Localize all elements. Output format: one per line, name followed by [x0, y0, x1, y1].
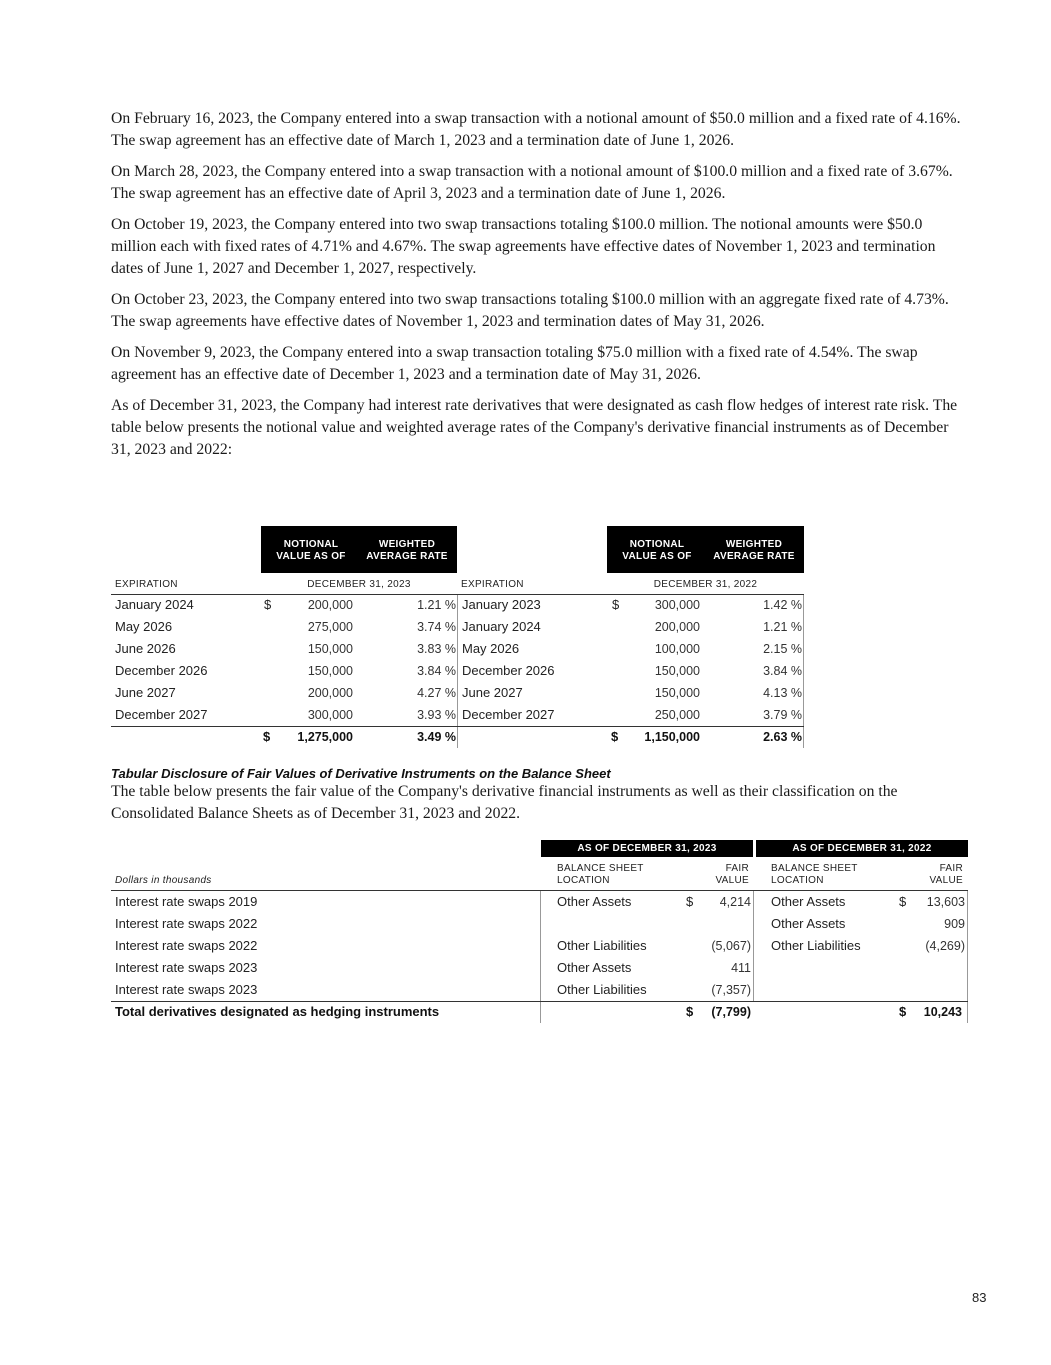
paragraph: On October 19, 2023, the Company entered into two swap transactions totaling $100.0 million. The notional amounts were $50.0 million each with fixed rates of 4.71% and 4.67%. The swap agreements have effective dates of November 1, 2023 and termination dates of June 1, 2027 and December 1, 2027, respectively.: [111, 216, 936, 277]
body-text: [111, 108, 971, 470]
fair-value-2023: [671, 913, 751, 935]
expiration-cell: January 2024: [115, 597, 194, 612]
fair-value-2023: 4,214: [719, 895, 751, 909]
col-fair-value-header: VALUE: [715, 875, 749, 886]
table-row: [111, 913, 968, 935]
expiration-label: EXPIRATION: [461, 579, 524, 590]
paragraph: On February 16, 2023, the Company entered into a swap transaction with a notional amount of $50.0 million and a fixed rate of 4.16%. The swap agreement has an effective date of March 1, 2023 and a termination date of June 1, 2026.: [111, 110, 961, 149]
location-2022: Other Assets: [771, 894, 846, 909]
rate-cell: 3.74 %: [417, 620, 456, 634]
paragraph: On November 9, 2023, the Company entered into a swap transaction totaling $75.0 million with a fixed rate of 4.54%. The swap agreement has an effective date of December 1, 2023 and a termination date of May 31, 2026.: [111, 344, 918, 383]
fair-value-2022: 909: [944, 917, 965, 931]
col-notional-header: VALUE AS OF: [622, 551, 692, 562]
rate-cell: 1.42 %: [763, 598, 802, 612]
rate-cell: 3.79 %: [763, 708, 802, 722]
table-row: [111, 594, 804, 616]
expiration-cell: December 2027: [115, 707, 208, 722]
table-row: [111, 660, 804, 682]
col-rate-header: WEIGHTED: [725, 539, 783, 550]
total-row: [111, 726, 804, 748]
total-rate-2022: 2.63 %: [763, 730, 802, 744]
header-block-2023: [261, 526, 457, 573]
col-rate-header: AVERAGE RATE: [366, 551, 448, 562]
expiration-cell: June 2027: [462, 685, 523, 700]
expiration-cell: December 2026: [462, 663, 555, 678]
location-2022: Other Assets: [771, 916, 846, 931]
rate-cell: 4.27 %: [417, 686, 456, 700]
table-row: [111, 704, 804, 726]
currency-symbol: $: [686, 894, 694, 909]
total-2023: (7,799): [711, 1005, 751, 1019]
expiration-cell: January 2023: [462, 597, 541, 612]
page-number: 83: [972, 1290, 987, 1305]
expiration-cell: December 2027: [462, 707, 555, 722]
fair-value-2022: [891, 957, 965, 979]
notional-value-cell: 100,000: [654, 642, 700, 656]
total-2022: 10,243: [923, 1005, 962, 1019]
fair-value-2022: (4,269): [925, 939, 965, 953]
col-fair-value-header: VALUE: [929, 875, 963, 886]
location-2023: Other Liabilities: [557, 982, 647, 997]
fair-value-table: [111, 840, 968, 1026]
date-label-2023: DECEMBER 31, 2023: [307, 579, 411, 590]
col-notional-header: NOTIONAL: [629, 539, 685, 550]
expiration-cell: December 2026: [115, 663, 208, 678]
total-value-2023: 1,275,000: [297, 730, 353, 744]
date-label-2022: DECEMBER 31, 2022: [653, 579, 758, 590]
col-location-header: LOCATION: [771, 875, 824, 886]
instrument-name: Interest rate swaps 2019: [115, 894, 258, 909]
table-row: [111, 935, 968, 957]
location-2023: Other Assets: [557, 894, 632, 909]
notional-value-cell: 150,000: [654, 664, 700, 678]
section-title: Tabular Disclosure of Fair Values of Derivative Instruments on the Balance Sheet: [111, 766, 611, 781]
expiration-cell: January 2024: [462, 619, 541, 634]
expiration-cell: June 2027: [115, 685, 176, 700]
currency-symbol: $: [686, 1004, 694, 1019]
header-block-2022: [607, 526, 804, 573]
col-fair-value-header: FAIR: [725, 863, 749, 874]
header-2023: AS OF DECEMBER 31, 2023: [541, 840, 753, 857]
table-row: [111, 957, 968, 979]
col-notional-header: NOTIONAL: [283, 539, 339, 550]
paragraph: On October 23, 2023, the Company entered into two swap transactions totaling $100.0 million with an aggregate fixed rate of 4.73%. The swap agreements have effective dates of November 1, 2023 and termination dates of May 31, 2026.: [111, 291, 949, 330]
expiration-cell: May 2026: [462, 641, 520, 656]
total-label: Total derivatives designated as hedging instruments: [115, 1004, 440, 1019]
notional-value-cell: 150,000: [307, 642, 353, 656]
instrument-name: Interest rate swaps 2022: [115, 916, 258, 931]
table-row: [111, 979, 968, 1001]
table-row: [111, 638, 804, 660]
expiration-cell: May 2026: [115, 619, 173, 634]
currency-symbol: $: [263, 729, 271, 744]
rate-cell: 3.84 %: [417, 664, 456, 678]
location-2022: Other Liabilities: [771, 938, 861, 953]
header-2022: AS OF DECEMBER 31, 2022: [756, 840, 968, 857]
currency-symbol: $: [899, 894, 907, 909]
instrument-name: Interest rate swaps 2023: [115, 960, 258, 975]
instrument-name: Interest rate swaps 2022: [115, 938, 258, 953]
col-rate-header: WEIGHTED: [378, 539, 436, 550]
location-2023: Other Liabilities: [557, 938, 647, 953]
fair-value-2022: [891, 979, 965, 1001]
col-location-header: LOCATION: [557, 875, 610, 886]
notional-value-cell: 200,000: [307, 598, 353, 612]
paragraph: As of December 31, 2023, the Company had interest rate derivatives that were designated as cash flow hedges of interest rate risk. The table below presents the notional value and weighted average rates of the Company's derivative financial instruments as of December 31, 2023 and 2022:: [111, 397, 958, 458]
rate-cell: 3.93 %: [417, 708, 456, 722]
notional-value-cell: 150,000: [307, 664, 353, 678]
rate-cell: 4.13 %: [763, 686, 802, 700]
total-row: [111, 1001, 968, 1023]
currency-symbol: $: [899, 1004, 907, 1019]
notional-value-cell: 250,000: [654, 708, 700, 722]
rate-cell: 2.15 %: [763, 642, 802, 656]
location-2023: Other Assets: [557, 960, 632, 975]
col-notional-header: VALUE AS OF: [276, 551, 346, 562]
currency-symbol: $: [264, 597, 272, 612]
col-rate-header: AVERAGE RATE: [713, 551, 795, 562]
units-label: Dollars in thousands: [115, 875, 212, 886]
table-row: [111, 891, 968, 913]
table-row: [111, 682, 804, 704]
instrument-name: Interest rate swaps 2023: [115, 982, 258, 997]
col-location-header: BALANCE SHEET: [557, 863, 644, 874]
fair-value-2023: 411: [731, 961, 751, 975]
fair-value-2023: (5,067): [711, 939, 751, 953]
section-description: The table below presents the fair value of the Company's derivative financial instruments as well as their classification on the Consolidated Balance Sheets as of December 31, 2023 and 2022.: [111, 783, 898, 822]
col-fair-value-header: FAIR: [939, 863, 963, 874]
fair-value-2023: (7,357): [711, 983, 751, 997]
col-location-header: BALANCE SHEET: [771, 863, 858, 874]
table-row: [111, 616, 804, 638]
paragraph: On March 28, 2023, the Company entered into a swap transaction with a notional amount of $100.0 million and a fixed rate of 3.67%. The swap agreement has an effective date of April 3, 2023 and a termination date of June 1, 2026.: [111, 163, 953, 202]
notional-value-cell: 150,000: [654, 686, 700, 700]
expiration-label: EXPIRATION: [115, 579, 178, 590]
rate-cell: 1.21 %: [763, 620, 802, 634]
rate-cell: 3.83 %: [417, 642, 456, 656]
expiration-cell: June 2026: [115, 641, 176, 656]
rate-cell: 1.21 %: [417, 598, 456, 612]
notional-value-cell: 300,000: [307, 708, 353, 722]
fair-value-2022: 13,603: [926, 895, 965, 909]
notional-value-cell: 275,000: [307, 620, 353, 634]
total-rate-2023: 3.49 %: [417, 730, 456, 744]
rate-cell: 3.84 %: [763, 664, 802, 678]
notional-value-table: [111, 526, 804, 750]
notional-value-cell: 200,000: [654, 620, 700, 634]
total-value-2022: 1,150,000: [644, 730, 700, 744]
currency-symbol: $: [612, 597, 620, 612]
notional-value-cell: 200,000: [307, 686, 353, 700]
currency-symbol: $: [611, 729, 619, 744]
notional-value-cell: 300,000: [654, 598, 700, 612]
